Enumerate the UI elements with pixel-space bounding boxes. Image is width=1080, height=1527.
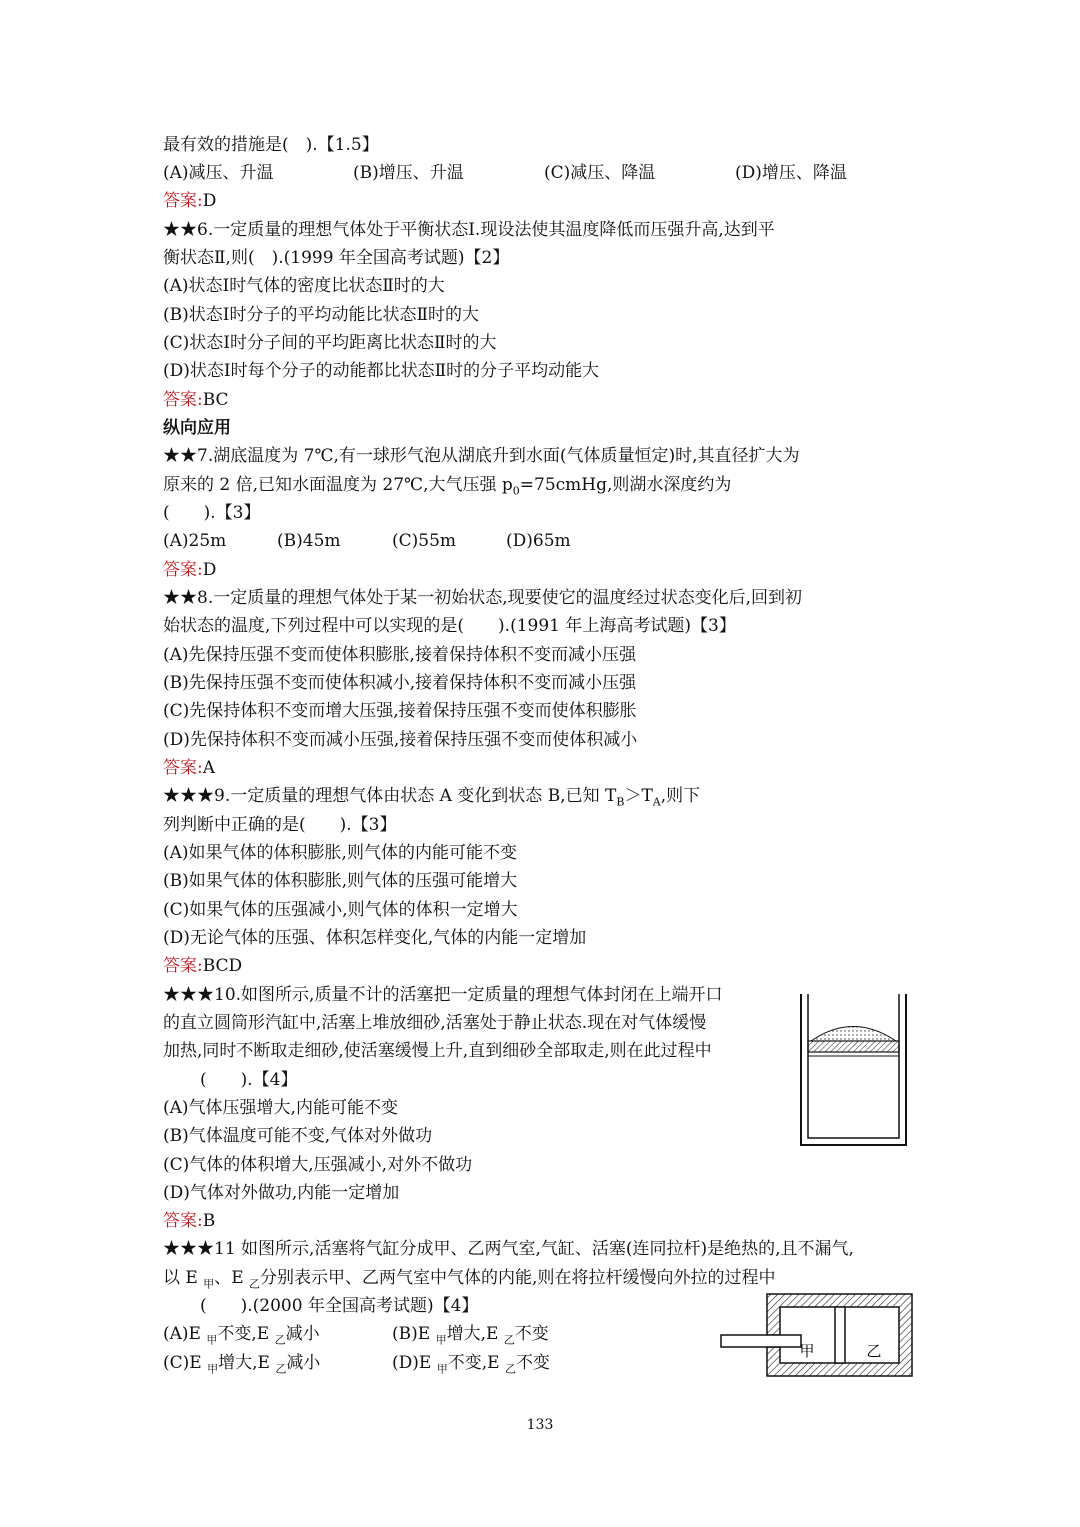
q10-option-d: (D)气体对外做功,内能一定增加 [163,1183,400,1203]
q5-answer [163,187,216,215]
subscript: 甲 [203,1277,215,1291]
q6-stem-line-2: 衡状态Ⅱ,则( ).(1999 年全国高考试题)【2】 [163,248,510,268]
q9-option-a: (A)如果气体的体积膨胀,则气体的内能可能不变 [163,843,517,863]
q11-text: 、E [214,1268,250,1288]
q8-option-b: (B)先保持压强不变而使体积减小,接着保持体积不变而减小压强 [163,673,637,693]
q11-text: 分别表示甲、乙两气室中气体的内能,则在将拉杆缓慢向外拉的过程中 [260,1268,776,1288]
subscript: 乙 [504,1362,516,1376]
label-yi: 乙 [866,1342,882,1360]
opt-text: 不变,E [217,1324,275,1344]
q11-stem-line-1: ★★★11 如图所示,活塞将气缸分成甲、乙两气室,气缸、活塞(连同拉杆)是绝热的,且不漏气, [163,1239,854,1259]
answer-value: B [202,1211,216,1231]
subscript: A [652,795,661,809]
answer-value: D [202,560,217,580]
q6-answer [163,386,229,414]
q10-option-a: (A)气体压强增大,内能可能不变 [163,1098,398,1118]
q10-stem-line-3: 加热,同时不断取走细砂,使活塞缓慢上升,直到细砂全部取走,则在此过程中 [163,1041,712,1061]
q10-stem-line-2: 的直立圆筒形汽缸中,活塞上堆放细砂,活塞处于静止状态.现在对气体缓慢 [163,1013,707,1033]
option-a: (A)25m [163,531,227,551]
q5-stem-tail: 最有效的措施是( ).【1.5】 [163,135,379,155]
subscript: 甲 [207,1362,219,1376]
option-b: (B)45m [277,531,341,551]
opt-text: (C)E [163,1353,208,1373]
q7-stem-line-2 [163,471,731,499]
section-heading: 纵向应用 [163,418,231,438]
q7-text: 原来的 2 倍,已知水面温度为 27℃,大气压强 p [163,475,513,495]
subscript: 甲 [436,1362,448,1376]
q6-option-a: (A)状态Ⅰ时气体的密度比状态Ⅱ时的大 [163,276,445,296]
q8-stem-line-1: ★★8.一定质量的理想气体处于某一初始状态,现要使它的温度经过状态变化后,回到初 [163,588,803,608]
q7-stem-line-3: ( ).【3】 [163,503,261,523]
q9-stem-line-1 [163,782,700,810]
subscript: 乙 [275,1362,287,1376]
piston [835,1307,845,1363]
answer-label: 答案: [163,390,203,410]
q9-text: ＞T [624,786,653,806]
q7-options [163,527,663,555]
opt-text: 减小 [285,1324,320,1344]
q11-stem-line-3: ( ).(2000 年全国高考试题)【4】 [200,1296,479,1316]
q5-options [163,159,883,187]
q9-option-d: (D)无论气体的压强、体积怎样变化,气体的内能一定增加 [163,928,587,948]
cylinder-wall [801,994,906,1145]
pull-rod [721,1335,801,1347]
q9-option-b: (B)如果气体的体积膨胀,则气体的压强可能增大 [163,871,518,891]
sand-pile [811,1027,896,1042]
q8-stem-line-2: 始状态的温度,下列过程中可以实现的是( ).(1991 年上海高考试题)【3】 [163,616,736,636]
q6-option-b: (B)状态Ⅰ时分子的平均动能比状态Ⅱ时的大 [163,305,480,325]
answer-label: 答案: [163,1211,203,1231]
option-d [392,1349,550,1383]
q9-answer [163,952,242,980]
q6-option-d: (D)状态Ⅰ时每个分子的动能都比状态Ⅱ时的分子平均动能大 [163,361,600,381]
opt-text: 不变 [514,1324,549,1344]
answer-value: A [202,758,216,778]
page-number: 133 [526,1417,554,1433]
answer-label: 答案: [163,191,203,211]
opt-text: 增大,E [446,1324,504,1344]
q10-option-b: (B)气体温度可能不变,气体对外做功 [163,1126,433,1146]
subscript: 0 [512,484,520,498]
q6-stem-line-1: ★★6.一定质量的理想气体处于平衡状态Ⅰ.现设法使其温度降低而压强升高,达到平 [163,220,775,240]
answer-value: D [202,191,217,211]
q9-stem-line-2: 列判断中正确的是( ).【3】 [163,815,397,835]
q8-option-d: (D)先保持体积不变而减小压强,接着保持压强不变而使体积减小 [163,730,638,750]
subscript: 乙 [249,1277,261,1291]
q10-stem-line-1: ★★★10.如图所示,质量不计的活塞把一定质量的理想气体封闭在上端开口 [163,985,723,1005]
q9-option-c: (C)如果气体的压强减小,则气体的体积一定增大 [163,900,518,920]
opt-text: 减小 [286,1353,321,1373]
option-a: (A)减压、升温 [163,163,274,183]
q7-text: =75cmHg,则湖水深度约为 [519,475,732,495]
answer-label: 答案: [163,758,203,778]
subscript: 甲 [206,1333,218,1347]
option-b: (B)增压、升温 [353,163,464,183]
q8-option-c: (C)先保持体积不变而增大压强,接着保持压强不变而使体积膨胀 [163,701,637,721]
subscript: 乙 [503,1333,515,1347]
answer-label: 答案: [163,560,203,580]
opt-text: 增大,E [218,1353,276,1373]
q11-options-row-2 [163,1349,683,1377]
q11-stem-line-2 [163,1264,775,1292]
piston [808,1041,899,1052]
opt-text: 不变,E [447,1353,505,1373]
answer-value: BC [202,390,229,410]
q9-text: ,则下 [660,786,701,806]
option-d: (D)增压、降温 [735,163,847,183]
q10-answer [163,1207,215,1235]
q11-text: 以 E [163,1268,204,1288]
option-c: (C)减压、降温 [544,163,656,183]
q11-cylinder-figure [718,1290,918,1380]
subscript: B [616,795,625,809]
q11-options-row-1 [163,1320,683,1348]
q9-text: ★★★9.一定质量的理想气体由状态 A 变化到状态 B,已知 T [163,786,617,806]
opt-text: (A)E [163,1324,207,1344]
option-c: (C)55m [392,531,457,551]
opt-text: (B)E [392,1324,436,1344]
option-c [163,1349,320,1383]
answer-value: BCD [202,956,243,976]
cylinder-inner-wall [808,994,899,1138]
q8-option-a: (A)先保持压强不变而使体积膨胀,接着保持体积不变而减小压强 [163,645,636,665]
opt-text: (D)E [392,1353,437,1373]
subscript: 乙 [274,1333,286,1347]
q10-stem-line-4: ( ).【4】 [200,1070,298,1090]
answer-label: 答案: [163,956,203,976]
q10-cylinder-figure [796,990,912,1150]
q8-answer [163,754,215,782]
opt-text: 不变 [515,1353,550,1373]
q10-option-c: (C)气体的体积增大,压强减小,对外不做功 [163,1155,473,1175]
q6-option-c: (C)状态Ⅰ时分子间的平均距离比状态Ⅱ时的大 [163,333,497,353]
label-jia: 甲 [799,1342,815,1360]
option-d: (D)65m [506,531,571,551]
q7-stem-line-1: ★★7.湖底温度为 7℃,有一球形气泡从湖底升到水面(气体质量恒定)时,其直径扩大为 [163,446,800,466]
subscript: 甲 [435,1333,447,1347]
q7-answer [163,556,216,584]
